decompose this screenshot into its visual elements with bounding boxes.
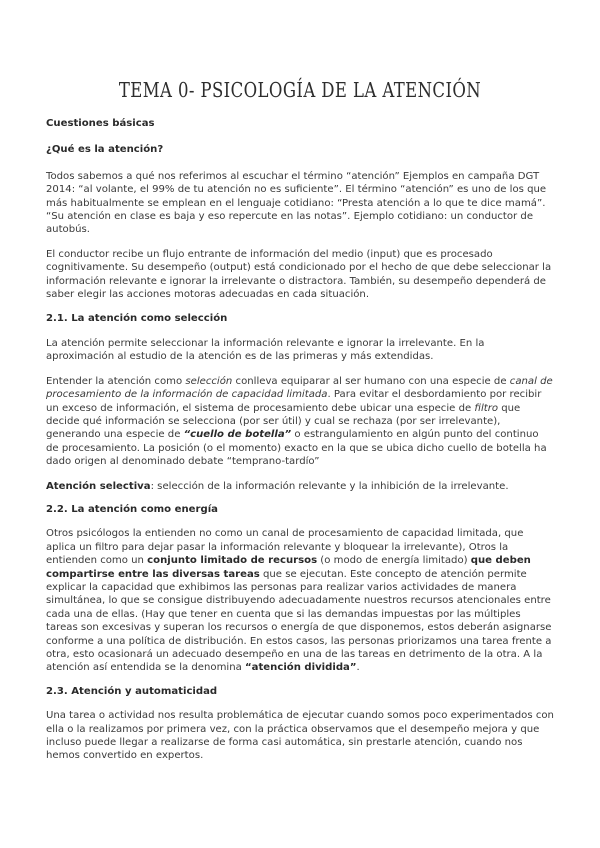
paragraph-selective-attention (46, 480, 554, 493)
heading-what: ¿Qué es la atención? (46, 144, 164, 156)
paragraph-automaticity: Una tarea o actividad nos resulta problemática de ejecutar cuando somos poco experimentados con ella o la realizamos por primera vez, con la práctica observamos que el desempeño mejora y que incluso puede llegar a realizarse de forma casi automática, sin prestarle atención, cuando nos hemos convertido en expertos. (46, 710, 554, 762)
italic-filter: filtro (474, 402, 499, 414)
heading-2-2: 2.2. La atención como energía (46, 503, 218, 515)
bold-shared: que deben compartirse entre las diversas tareas (46, 555, 531, 580)
text-run: o estrangulamiento en algún punto del continuo de procesamiento. La posición (o el momento) exacto en la que se ubica dicho cuello de botella ha dado origen al denominado debate “temprano-tardío” (46, 429, 547, 468)
bold-selective-label: Atención selectiva (46, 480, 151, 492)
italic-selection: selección (185, 375, 233, 387)
paragraph-bottleneck (46, 375, 554, 469)
document-body (46, 117, 554, 763)
text-run: Entender la atención como (46, 375, 186, 387)
bold-italic-bottleneck: “cuello de botella” (183, 429, 292, 441)
page-title: TEMA 0- PSICOLOGÍA DE LA ATENCIÓN (118, 78, 482, 102)
paragraph-driver: El conductor recibe un flujo entrante de información del medio (input) que es procesado cognitivamente. Su desempeño (output) está condicionado por el hecho de que debe seleccionar la información relevante e ignorar la irrelevante o distractora. También, su desempeño dependerá de saber elegir las acciones motoras adecuadas en cada situación. (46, 248, 552, 301)
heading-basic: Cuestiones básicas (46, 118, 155, 129)
text-run: . Para evitar el desbordamiento por recibir un exceso de información, el sistema de procesamiento debe ubicar una especie de (46, 389, 542, 414)
text-run: que se ejecutan. Este concepto de atención permite explicar la capacidad que exhibimos las personas para realizar varios actividades de manera simultánea, lo que se consigue distribuyendo adecuadamente nuestros recursos atencionales entre cada una de ellas. (Hay que tener en cuenta que si las demandas impuestas por las múltiples tareas son excesivas y superan los recursos o energía de que disponemos, estos deberán asignarse conforme a una política de distribución. En estos casos, las personas priorizamos una tarea frente a otra, esto ocasionará un adecuado desempeño en una de las tareas en detrimento de la otra. A la atención así entendida se la denomina (46, 568, 552, 674)
paragraph-selection: La atención permite seleccionar la información relevante e ignorar la irrelevante. En la aproximación al estudio de la atención es de las primeras y más extendidas. (46, 337, 485, 363)
text-run: (o modo de energía limitado) (317, 555, 471, 567)
text-run: que decide qué información se selecciona (por ser útil) y cual se rechaza (por ser irrelevante), generando una especie de (46, 402, 521, 441)
text-run: conlleva equiparar al ser humano con una especie de (232, 375, 510, 387)
text-run: . (356, 662, 360, 674)
bold-divided-attention: “atención dividida” (245, 662, 357, 674)
text-run: Otros psicólogos la entienden no como un canal de procesamiento de capacidad limitada, que aplica un filtro para dejar pasar la información relevante y bloquear la irrelevante), Otros la entienden como un (46, 528, 524, 567)
heading-2-3: 2.3. Atención y automaticidad (46, 685, 218, 697)
bold-resources: conjunto limitado de recursos (147, 555, 318, 567)
paragraph-energy (46, 527, 554, 674)
paragraph-intro: Todos sabemos a qué nos referimos al escuchar el término “atención” Ejemplos en campaña DGT 2014: “al volante, el 99% de tu atención no es suficiente”. El término “atención” es uno de los que más habitualmente se emplean en el lenguaje cotidiano: “Presta atención a lo que te dice mamá”. “Su atención en clase es baja y eso repercute en las notas”. Ejemplo cotidiano: un conductor de autobús. (46, 170, 547, 236)
italic-channel: canal de procesamiento de la información de capacidad limitada (46, 375, 553, 401)
text-run: : selección de la información relevante y la inhibición de la irrelevante. (150, 480, 509, 492)
heading-2-1: 2.1. La atención como selección (46, 313, 228, 325)
